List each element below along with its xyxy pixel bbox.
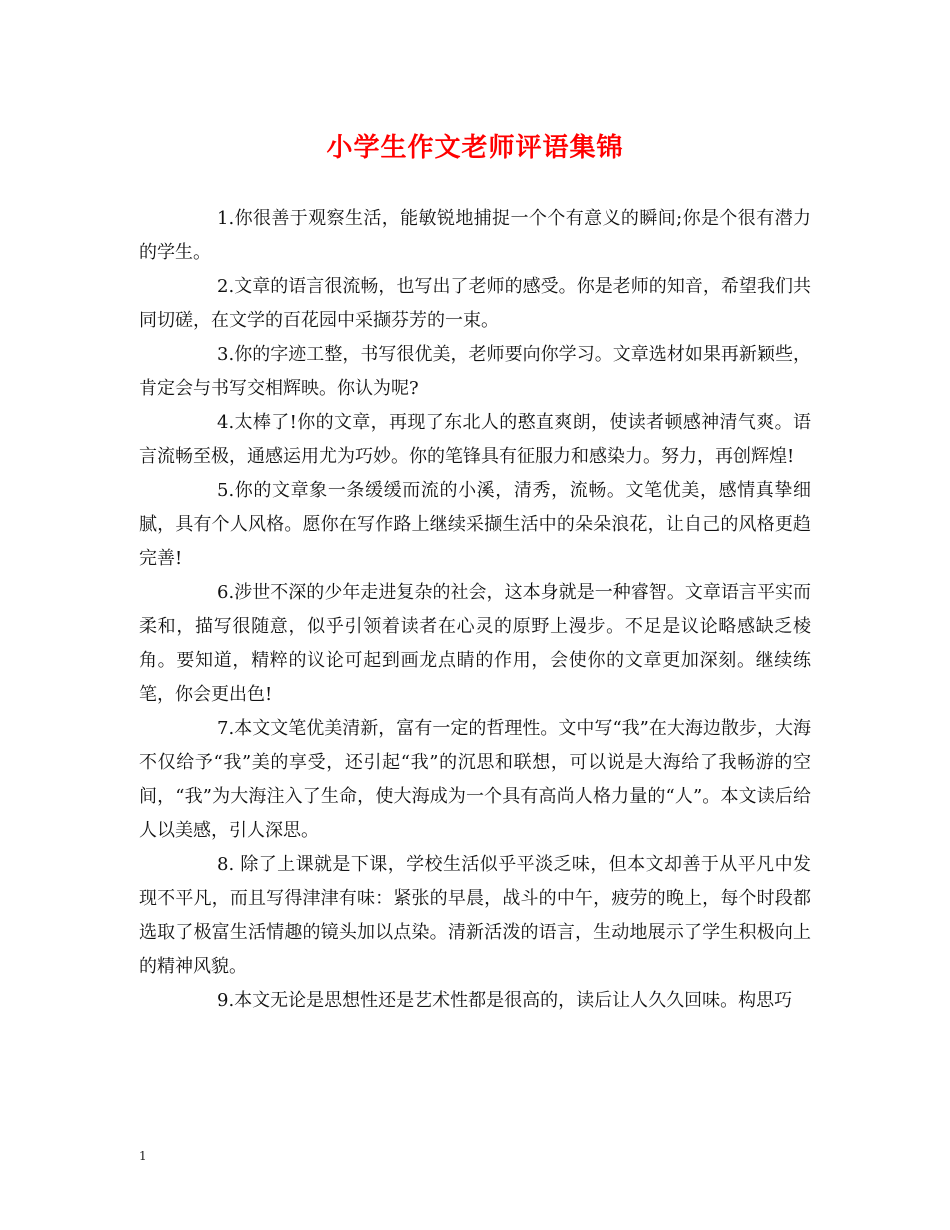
- comment-paragraph-6: 6.涉世不深的少年走进复杂的社会，这本身就是一种睿智。文章语言平实而柔和，描写很随意，似乎引领着读者在心灵的原野上漫步。不足是议论略感缺乏棱角。要知道，精粹的议论可起到画龙点睛的作用，会使你的文章更加深刻。继续练笔，你会更出色!: [139, 582, 811, 705]
- comment-paragraph-9: 9.本文无论是思想性还是艺术性都是很高的，读后让人久久回味。构思巧: [217, 990, 793, 1011]
- document-title: 小学生作文老师评语集锦: [326, 133, 624, 163]
- comment-paragraph-8: 8. 除了上课就是下课，学校生活似乎平淡乏味，但本文却善于从平凡中发现不平凡，而且写得津津有味：紧张的早晨，战斗的中午，疲劳的晚上，每个时段都选取了极富生活情趣的镜头加以点染。清新活泼的语言，生动地展示了学生积极向上的精神风貌。: [139, 854, 811, 977]
- document-body: [139, 202, 811, 1018]
- comment-paragraph-7: 7.本文文笔优美清新，富有一定的哲理性。文中写“我”在大海边散步，大海不仅给予“我”美的享受，还引起“我”的沉思和联想，可以说是大海给了我畅游的空间，“我”为大海注入了生命，使大海成为一个具有高尚人格力量的“人”。本文读后给人以美感，引人深思。: [139, 718, 811, 841]
- comment-paragraph-4: 4.太棒了!你的文章，再现了东北人的憨直爽朗，使读者顿感神清气爽。语言流畅至极，通感运用尤为巧妙。你的笔锋具有征服力和感染力。努力，再创辉煌!: [139, 412, 811, 467]
- comment-paragraph-3: 3.你的字迹工整，书写很优美，老师要向你学习。文章选材如果再新颖些，肯定会与书写交相辉映。你认为呢?: [139, 344, 811, 399]
- comment-paragraph-1: 1.你很善于观察生活，能敏锐地捕捉一个个有意义的瞬间;你是个很有潜力的学生。: [139, 208, 811, 263]
- comment-paragraph-2: 2.文章的语言很流畅，也写出了老师的感受。你是老师的知音，希望我们共同切磋，在文学的百花园中采撷芬芳的一束。: [139, 276, 811, 331]
- comment-paragraph-5: 5.你的文章象一条缓缓而流的小溪，清秀，流畅。文笔优美，感情真挚细腻，具有个人风格。愿你在写作路上继续采撷生活中的朵朵浪花，让自己的风格更趋完善!: [139, 480, 811, 569]
- page-number: 1: [139, 1149, 147, 1163]
